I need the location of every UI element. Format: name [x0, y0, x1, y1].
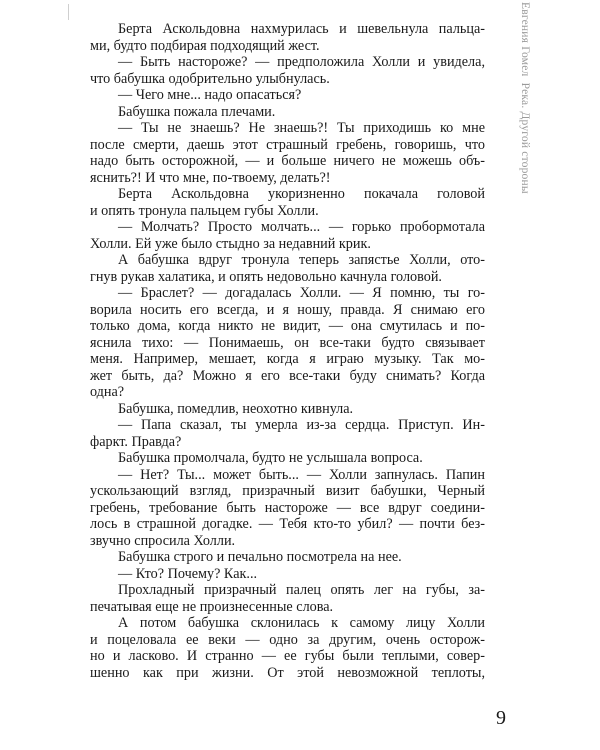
text-line: яснила тихо: — Понимаешь, он все-таки будто связывает — [90, 334, 485, 351]
text-line: гнув рукав халатика, и опять недовольно качнула головой. — [90, 268, 442, 285]
text-line: А бабушка вдруг тронула теперь запястье Холли, ото- — [118, 252, 485, 268]
text-line: — Нет? Ты... может быть... — Холли запнулась. Папин — [118, 466, 485, 483]
paragraph — [90, 21, 485, 54]
text-line: меня. Например, мешает, когда я играю музыку. Так мо- — [90, 351, 485, 367]
paragraph — [90, 104, 485, 121]
body-text — [90, 21, 485, 681]
text-line: Бабушка, помедлив, неохотно кивнула. — [118, 400, 354, 417]
text-line: — Браслет? — догадалась Холли. — Я помню, ты го- — [118, 285, 485, 301]
text-line: яснить?! И что мне, по-твоему, делать?! — [90, 169, 331, 186]
text-line: только дома, когда никто не видит, — она смутилась и по- — [90, 318, 485, 334]
text-line: но и ласково. И странно — ее губы были теплыми, совер- — [90, 648, 485, 664]
text-line: гребень, требование быть настороже — все вдруг соедини- — [90, 499, 485, 516]
running-header-author: Евгения Гомел — [519, 2, 531, 77]
text-line: Прохладный призрачный палец опять лег на губы, за- — [118, 582, 485, 598]
text-line: — Чего мне... надо опасаться? — [118, 87, 302, 103]
paragraph — [90, 285, 485, 401]
text-line: — Быть настороже? — предположила Холли и увидела, — [118, 54, 485, 70]
text-line: печатывая еще не произнесенные слова. — [90, 598, 334, 615]
paragraph — [90, 566, 485, 583]
text-line: Бабушка промолчала, будто не услышала вопроса. — [118, 450, 423, 466]
text-line: лось в страшной догадке. — Тебя кто-то убил? — почти без- — [90, 516, 485, 532]
text-line: — Ты не знаешь? Не знаешь?! Ты приходишь ко мне — [118, 120, 485, 136]
paragraph — [90, 582, 485, 615]
paragraph — [90, 401, 485, 418]
text-line: Берта Аскольдовна нахмурилась и шевельнула пальца- — [118, 21, 485, 37]
paragraph — [90, 54, 485, 87]
text-line: Берта Аскольдовна укоризненно покачала головой — [118, 186, 485, 202]
text-line: что бабушка одобрительно улыбнулась. — [90, 70, 330, 87]
text-line: Бабушка строго и печально посмотрела на нее. — [118, 549, 402, 565]
text-line: одна? — [90, 384, 125, 400]
paragraph — [90, 186, 485, 219]
text-line: и поцеловала ее веки — одно за другим, очень осторож- — [90, 631, 485, 648]
running-header — [511, 2, 531, 462]
text-line: и опять тронула пальцем губы Холли. — [90, 202, 319, 219]
margin-mark — [68, 4, 69, 20]
text-line: фаркт. Правда? — [90, 433, 182, 450]
text-line: Бабушка пожала плечами. — [118, 103, 276, 120]
text-line: ми, будто подбирая подходящий жест. — [90, 37, 320, 54]
text-line: звучно спросила Холли. — [90, 532, 236, 549]
text-line: — Папа сказал, ты умерла из-за сердца. Приступ. Ин- — [118, 417, 485, 433]
text-line: А потом бабушка склонилась к самому лицу Холли — [118, 615, 485, 631]
paragraph — [90, 252, 485, 285]
text-line: ворила носить его всегда, и я ношу, правда. Я снимаю его — [90, 301, 485, 318]
running-header-title: Река. Другой стороны — [519, 82, 531, 194]
paragraph — [90, 417, 485, 450]
text-line: ускользающий взгляд, призрачный визит бабушки, Черный — [90, 483, 485, 499]
paragraph — [90, 615, 485, 681]
paragraph — [90, 120, 485, 186]
page-number: 9 — [496, 707, 506, 729]
text-line: — Кто? Почему? Как... — [118, 565, 258, 582]
paragraph — [90, 219, 485, 252]
text-line: жет быть, да? Можно я его все-таки буду снимать? Когда — [90, 367, 485, 384]
text-line: — Молчать? Просто молчать... — горько пробормотала — [118, 219, 485, 235]
text-line: надо быть осторожной, — и больше ничего не можешь объ- — [90, 153, 485, 169]
paragraph — [90, 87, 485, 104]
paragraph — [90, 467, 485, 550]
text-line: после смерти, даешь этот страшный гребень, говоришь, что — [90, 136, 485, 153]
paragraph — [90, 450, 485, 467]
text-line: Холли. Ей уже было стыдно за недавний крик. — [90, 235, 371, 252]
paragraph — [90, 549, 485, 566]
text-line: шенно как при жизни. От этой невозможной теплоты, — [90, 664, 485, 681]
